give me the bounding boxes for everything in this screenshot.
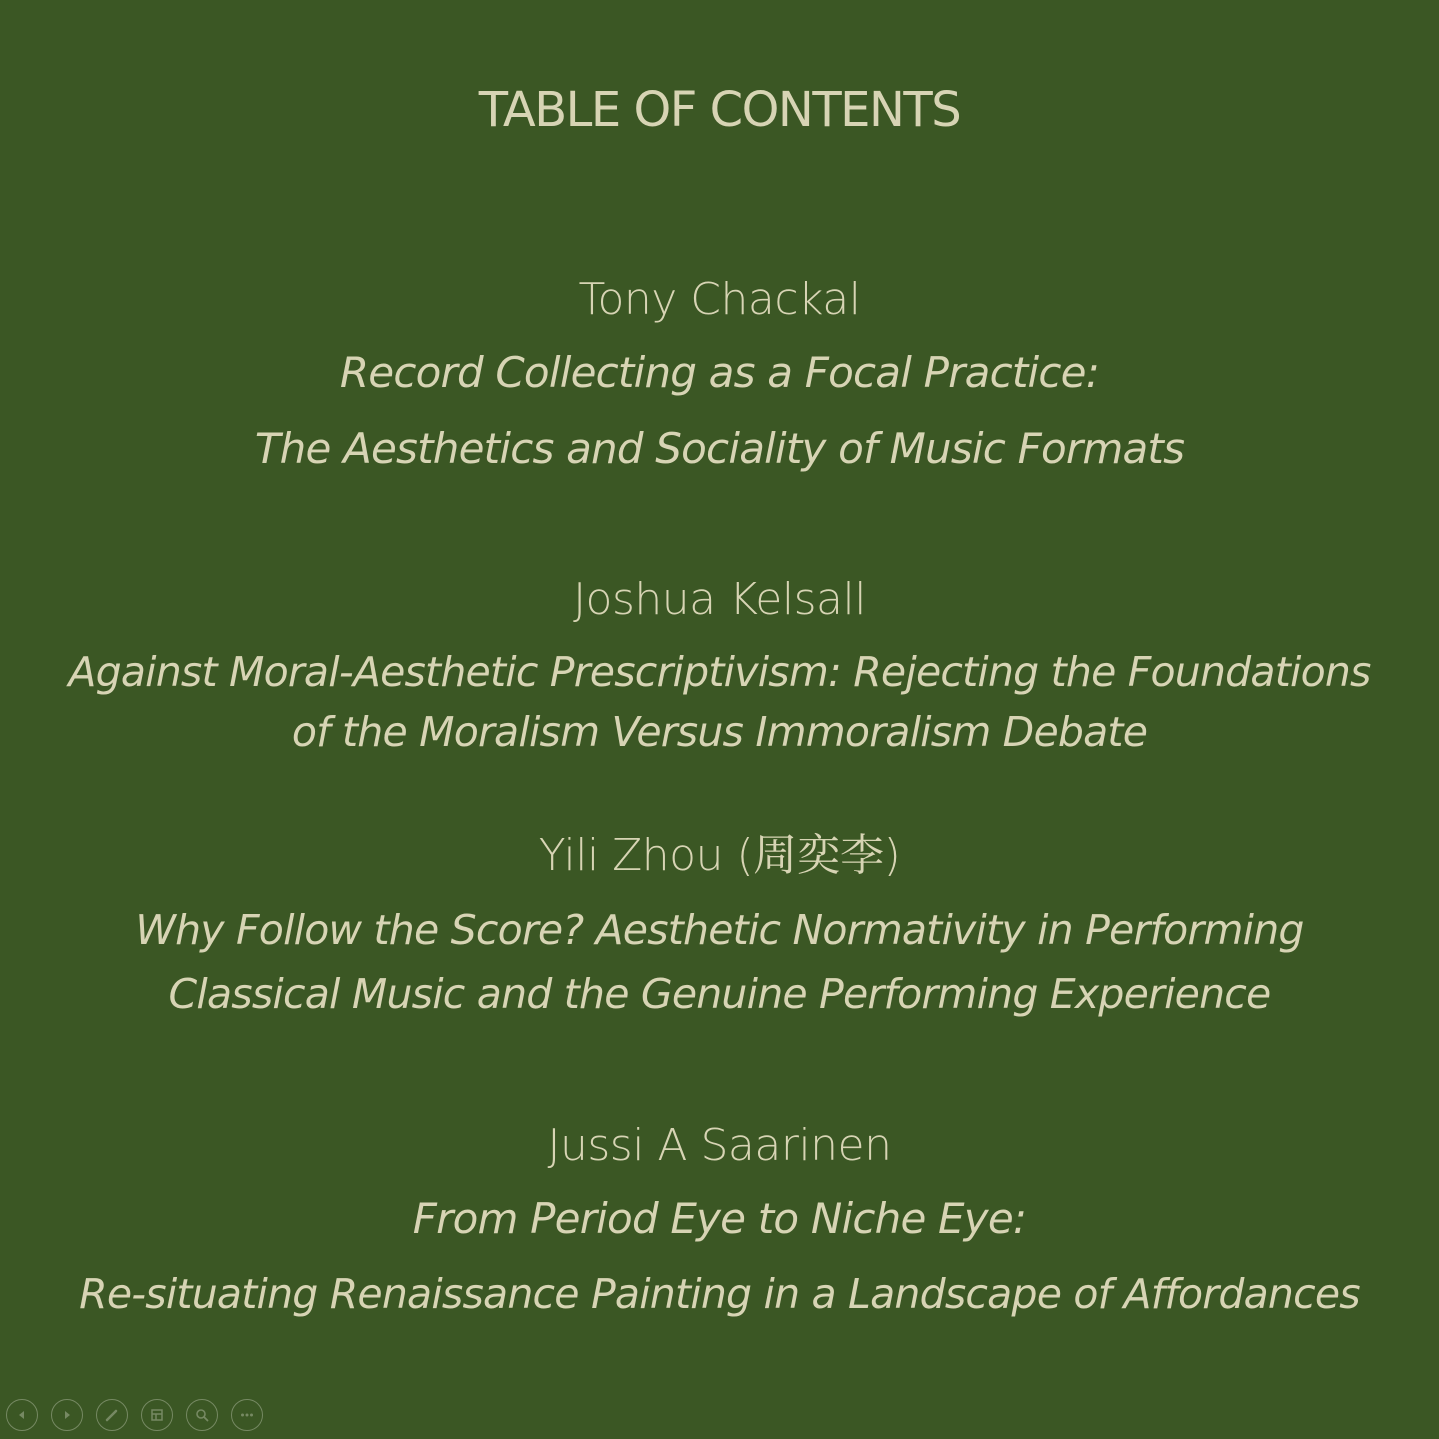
entry-title-line: Why Follow the Score? Aesthetic Normativity in Performing xyxy=(135,906,1304,954)
arrow-right-icon xyxy=(58,1406,76,1424)
entry-title-line: Re-situating Renaissance Painting in a Landscape of Affordances xyxy=(79,1270,1360,1318)
entry-author: Tony Chackal xyxy=(578,274,861,325)
arrow-left-icon xyxy=(13,1406,31,1424)
slides-grid-icon xyxy=(148,1406,166,1424)
entry-title-line: The Aesthetics and Sociality of Music Formats xyxy=(254,424,1185,473)
entry-title-line: of the Moralism Versus Immoralism Debate xyxy=(291,708,1148,756)
page-title: TABLE OF CONTENTS xyxy=(478,82,961,138)
previous-slide-button[interactable] xyxy=(6,1399,38,1431)
entry-title-line: Classical Music and the Genuine Performing Experience xyxy=(168,970,1271,1018)
entry-title-line: Against Moral-Aesthetic Prescriptivism: Rejecting the Foundations xyxy=(68,648,1371,696)
entry-title-line: Record Collecting as a Focal Practice: xyxy=(339,348,1100,397)
pen-icon xyxy=(103,1406,121,1424)
more-options-button[interactable] xyxy=(231,1399,263,1431)
next-slide-button[interactable] xyxy=(51,1399,83,1431)
see-all-slides-button[interactable] xyxy=(141,1399,173,1431)
slideshow-toolbar xyxy=(6,1399,263,1433)
entry-author: Joshua Kelsall xyxy=(573,574,866,625)
more-icon xyxy=(238,1406,256,1424)
entry-author: Jussi A Saarinen xyxy=(547,1120,892,1171)
entry-author: Yili Zhou (周奕李) xyxy=(538,830,901,881)
pen-button[interactable] xyxy=(96,1399,128,1431)
zoom-button[interactable] xyxy=(186,1399,218,1431)
magnifier-icon xyxy=(193,1406,211,1424)
entry-title-line: From Period Eye to Niche Eye: xyxy=(412,1194,1027,1243)
